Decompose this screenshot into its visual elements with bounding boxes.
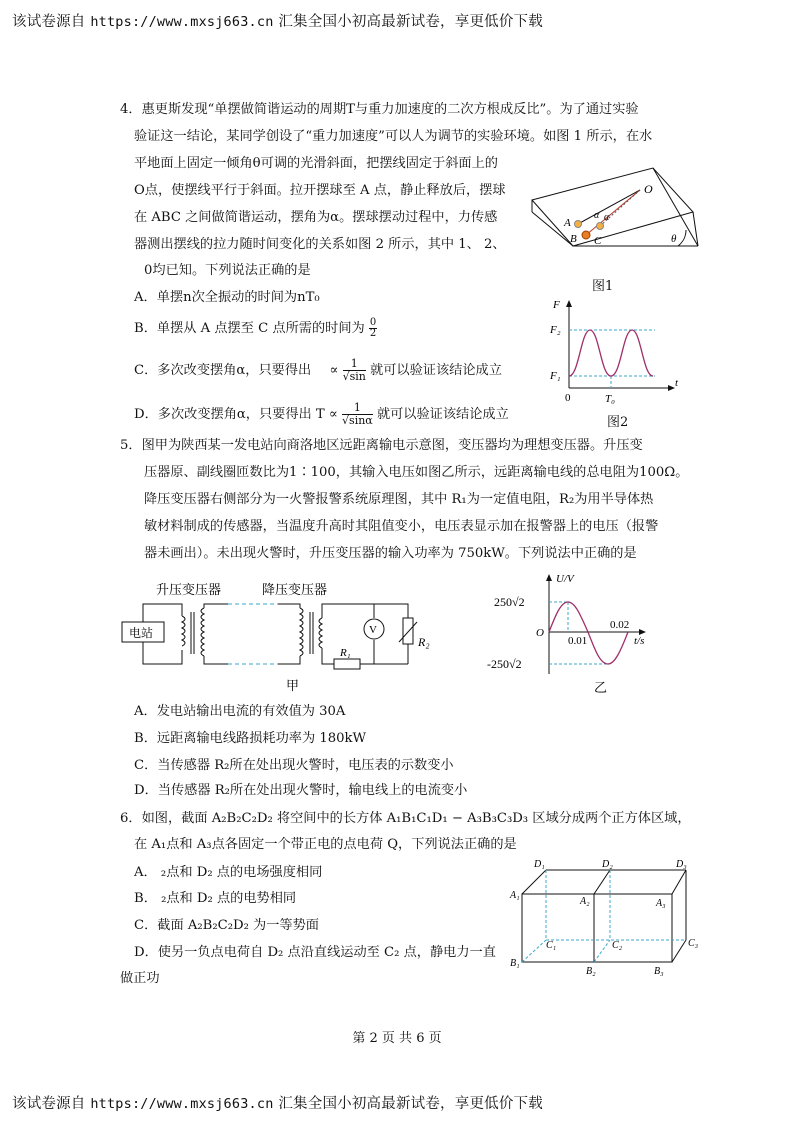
q5-line-4: 敏材料制成的传感器，当温度升高时其阻值变小，电压表显示加在报警器上的电压（报警 <box>144 519 659 534</box>
banner-suffix: 汇集全国小初高最新试卷，享更低价下载 <box>278 1096 543 1112</box>
mid-top-edge <box>594 870 610 894</box>
fraction-numerator: 0 <box>369 317 377 328</box>
q4-option-c-prop: ∝ <box>329 363 339 378</box>
q4-figure-2-caption: 图2 <box>607 415 629 430</box>
q6-line-1: 6．如图，截面 A₂B₂C₂D₂ 将空间中的长方体 A₁B₁C₁D₁ − A₃B₃C₃D₃ 区域分成两个正方体区域， <box>120 811 691 826</box>
label-t2: 0.02 <box>610 619 630 631</box>
banner-prefix: 该试卷源自 <box>12 14 86 30</box>
label-d3: D₃ <box>676 859 687 870</box>
sensor-r2 <box>403 618 413 644</box>
pendulum-ball-b <box>582 231 590 239</box>
label-alpha-1: α <box>594 210 600 221</box>
q5-option-b: B．远距离输电线路损耗功率为 180kW <box>134 731 367 746</box>
q6-option-b: B． ₂点和 D₂ 点的电势相同 <box>134 891 297 906</box>
q4-option-b-fraction <box>369 318 377 339</box>
step-up-primary-coil <box>182 616 185 646</box>
q4-line-7: 0均已知。下列说法正确的是 <box>144 263 311 278</box>
label-neg-peak: -250√2 <box>487 657 522 671</box>
q4-line-1: 4．惠更斯发现“单摆做简谐运动的周期T与重力加速度的二次方根成反比”。为了通过实验 <box>120 102 639 117</box>
label-zero: 0 <box>565 392 571 404</box>
label-b: B <box>570 233 577 245</box>
q4-option-c-suffix: 就可以验证该结论成立 <box>370 363 502 378</box>
voltmeter-label: V <box>369 624 377 636</box>
q5-option-c: C．当传感器 R₂所在处出现火警时，电压表的示数变小 <box>134 758 454 773</box>
q4-line-4: O点，使摆线平行于斜面。拉开摆球至 A 点，静止释放后，摆球 <box>134 183 506 198</box>
force-curve <box>569 330 653 376</box>
alarm-loop-bottom <box>322 648 334 664</box>
q5-line-3: 降压变压器右侧部分为一火警报警系统原理图，其中 R₁为一定值电阻，R₂为用半导体热 <box>144 492 654 507</box>
page-number: 第 2 页 共 6 页 <box>352 1031 442 1046</box>
q4-figure-1 <box>528 160 728 290</box>
transmission-top-left <box>204 604 228 608</box>
q6-option-d-cont: 做正功 <box>120 971 160 986</box>
q5-line-2: 压器原、副线圈匝数比为1∶100，其输入电压如图乙所示，远距离输电线的总电阻为100Ω。 <box>144 465 689 480</box>
fraction-denominator: √sinα <box>342 414 373 427</box>
banner-url[interactable]: https://www.mxsj663.cn <box>90 14 274 30</box>
q4-option-a: A．单摆n次全振动的时间为nT₀ <box>134 290 320 305</box>
label-t0: T₀ <box>605 393 615 405</box>
label-b2: B₂ <box>586 966 596 977</box>
q5-line-1: 5．图甲为陕西某一发电站向商洛地区远距离输电示意图，变压器均为理想变压器。升压变 <box>120 438 643 453</box>
label-alpha-2: α <box>604 212 610 223</box>
f-axis-arrow <box>566 300 572 307</box>
label-b1: B₁ <box>510 958 520 969</box>
banner-suffix: 汇集全国小初高最新试卷，享更低价下载 <box>278 14 543 30</box>
label-t: t/s <box>634 635 645 647</box>
label-c: C <box>594 235 602 247</box>
label-a: A <box>564 217 571 229</box>
front-face <box>522 894 672 962</box>
hidden-mid-bottom <box>594 940 610 962</box>
q5-voltage-graph <box>482 570 662 698</box>
caption-yi: 乙 <box>594 680 608 695</box>
top-left-edge <box>522 870 546 894</box>
q4-figure-2 <box>545 296 685 408</box>
q4-option-c-text: C．多次改变摆角α，只要得出 <box>134 363 312 378</box>
step-down-primary-coil <box>300 608 303 656</box>
label-theta: θ <box>671 233 677 245</box>
q4-option-b-text: B．单摆从 A 点摆至 C 点所需的时间为 <box>134 321 365 336</box>
fraction-denominator: √sin <box>342 370 366 383</box>
label-c2: C₂ <box>612 940 623 951</box>
q4-option-d <box>134 402 509 427</box>
fraction-numerator: 1 <box>343 358 366 371</box>
label-u: U/V <box>556 573 574 585</box>
banner-url[interactable]: https://www.mxsj663.cn <box>90 1096 274 1112</box>
pendulum-ball-a <box>575 221 582 228</box>
label-d2: D₂ <box>602 859 613 870</box>
source-banner-bottom <box>12 1092 543 1113</box>
q4-option-b <box>134 318 377 339</box>
q5-option-d: D．当传感器 R₂所在处出现火警时，输电线上的电流变小 <box>134 783 468 798</box>
primary-loop <box>143 604 182 622</box>
q4-figure-1-caption: 图1 <box>592 279 614 294</box>
q4-option-d-suffix: 就可以验证该结论成立 <box>376 407 509 422</box>
q4-option-d-fraction <box>342 402 373 427</box>
t-axis-arrow <box>668 385 675 391</box>
transmission-bottom-left <box>204 656 228 664</box>
label-step-down: 降压变压器 <box>262 582 328 597</box>
voltage-curve <box>549 602 628 664</box>
q4-line-6: 器测出摆线的拉力随时间变化的关系如图 2 所示，其中 1、 2、 <box>134 237 506 252</box>
source-banner-top <box>12 10 543 31</box>
q4-option-c-fraction <box>343 358 366 383</box>
q6-option-a: A． ₂点和 D₂ 点的电场强度相同 <box>134 865 323 880</box>
pendulum-ball-c <box>597 223 604 230</box>
q4-line-3: 平地面上固定一倾角θ可调的光滑斜面，把摆线固定于斜面上的 <box>134 156 498 171</box>
q4-option-d-text: D．多次改变摆角α，只要得出 T ∝ <box>134 407 338 422</box>
q4-option-c <box>134 358 502 383</box>
u-axis-arrow <box>546 574 552 581</box>
banner-prefix: 该试卷源自 <box>12 1096 86 1112</box>
label-t1: 0.01 <box>568 635 588 647</box>
hidden-bottom-left <box>522 940 546 962</box>
q6-line-2: 在 A₁点和 A₃点各固定一个带正电的点电荷 Q，下列说法正确的是 <box>134 837 517 852</box>
label-c3: C₃ <box>688 938 699 949</box>
q4-line-2: 验证这一结论，某同学创设了“重力加速度”可以人为调节的实验环境。如图 1 所示，在水 <box>134 129 653 144</box>
label-pos-peak: 250√2 <box>494 595 525 609</box>
label-station: 电站 <box>129 626 154 640</box>
q5-line-5: 器未画出）。未出现火警时，升压变压器的输入功率为 750kW。下列说法中正确的是 <box>144 546 637 561</box>
transmission-bottom-right <box>278 656 300 664</box>
label-a3: A₃ <box>656 898 666 909</box>
label-r1: R₁ <box>340 647 351 659</box>
q5-option-a: A．发电站输出电流的有效值为 30A <box>134 704 346 719</box>
q6-option-d: D．使另一负点电荷自 D₂ 点沿直线运动至 C₂ 点，静电力一直 <box>134 945 496 960</box>
caption-jia: 甲 <box>286 678 300 693</box>
top-right-edge <box>672 870 686 894</box>
label-f2: F₂ <box>550 324 561 336</box>
label-o: O <box>644 182 653 196</box>
q4-line-5: 在 ABC 之间做简谐运动，摆角为α。摆球摆动过程中，力传感 <box>134 210 498 225</box>
alarm-loop <box>322 604 408 618</box>
label-step-up: 升压变压器 <box>156 582 222 597</box>
transmission-top-right <box>278 604 300 608</box>
label-a1: A₁ <box>510 890 520 901</box>
label-t: t <box>675 377 679 389</box>
bottom-right-edge <box>672 940 686 962</box>
step-up-secondary-coil <box>201 608 204 656</box>
label-f: F <box>553 299 560 311</box>
fraction-numerator: 1 <box>342 402 373 415</box>
label-b3: B₃ <box>654 966 664 977</box>
label-c1: C₁ <box>546 940 557 951</box>
resistor-r1 <box>334 659 360 669</box>
label-f1: F₁ <box>550 370 561 382</box>
label-r2: R₂ <box>418 635 430 649</box>
q5-circuit-diagram <box>116 578 446 696</box>
primary-loop-bottom <box>143 642 182 664</box>
fraction-denominator: 2 <box>369 328 377 339</box>
q6-cuboid-figure <box>506 856 706 978</box>
label-d1: D₁ <box>534 859 545 870</box>
step-down-secondary-coil <box>319 618 322 648</box>
q6-option-c: C．截面 A₂B₂C₂D₂ 为一等势面 <box>134 918 319 933</box>
label-a2: A₂ <box>580 896 590 907</box>
label-origin: O <box>536 627 544 639</box>
